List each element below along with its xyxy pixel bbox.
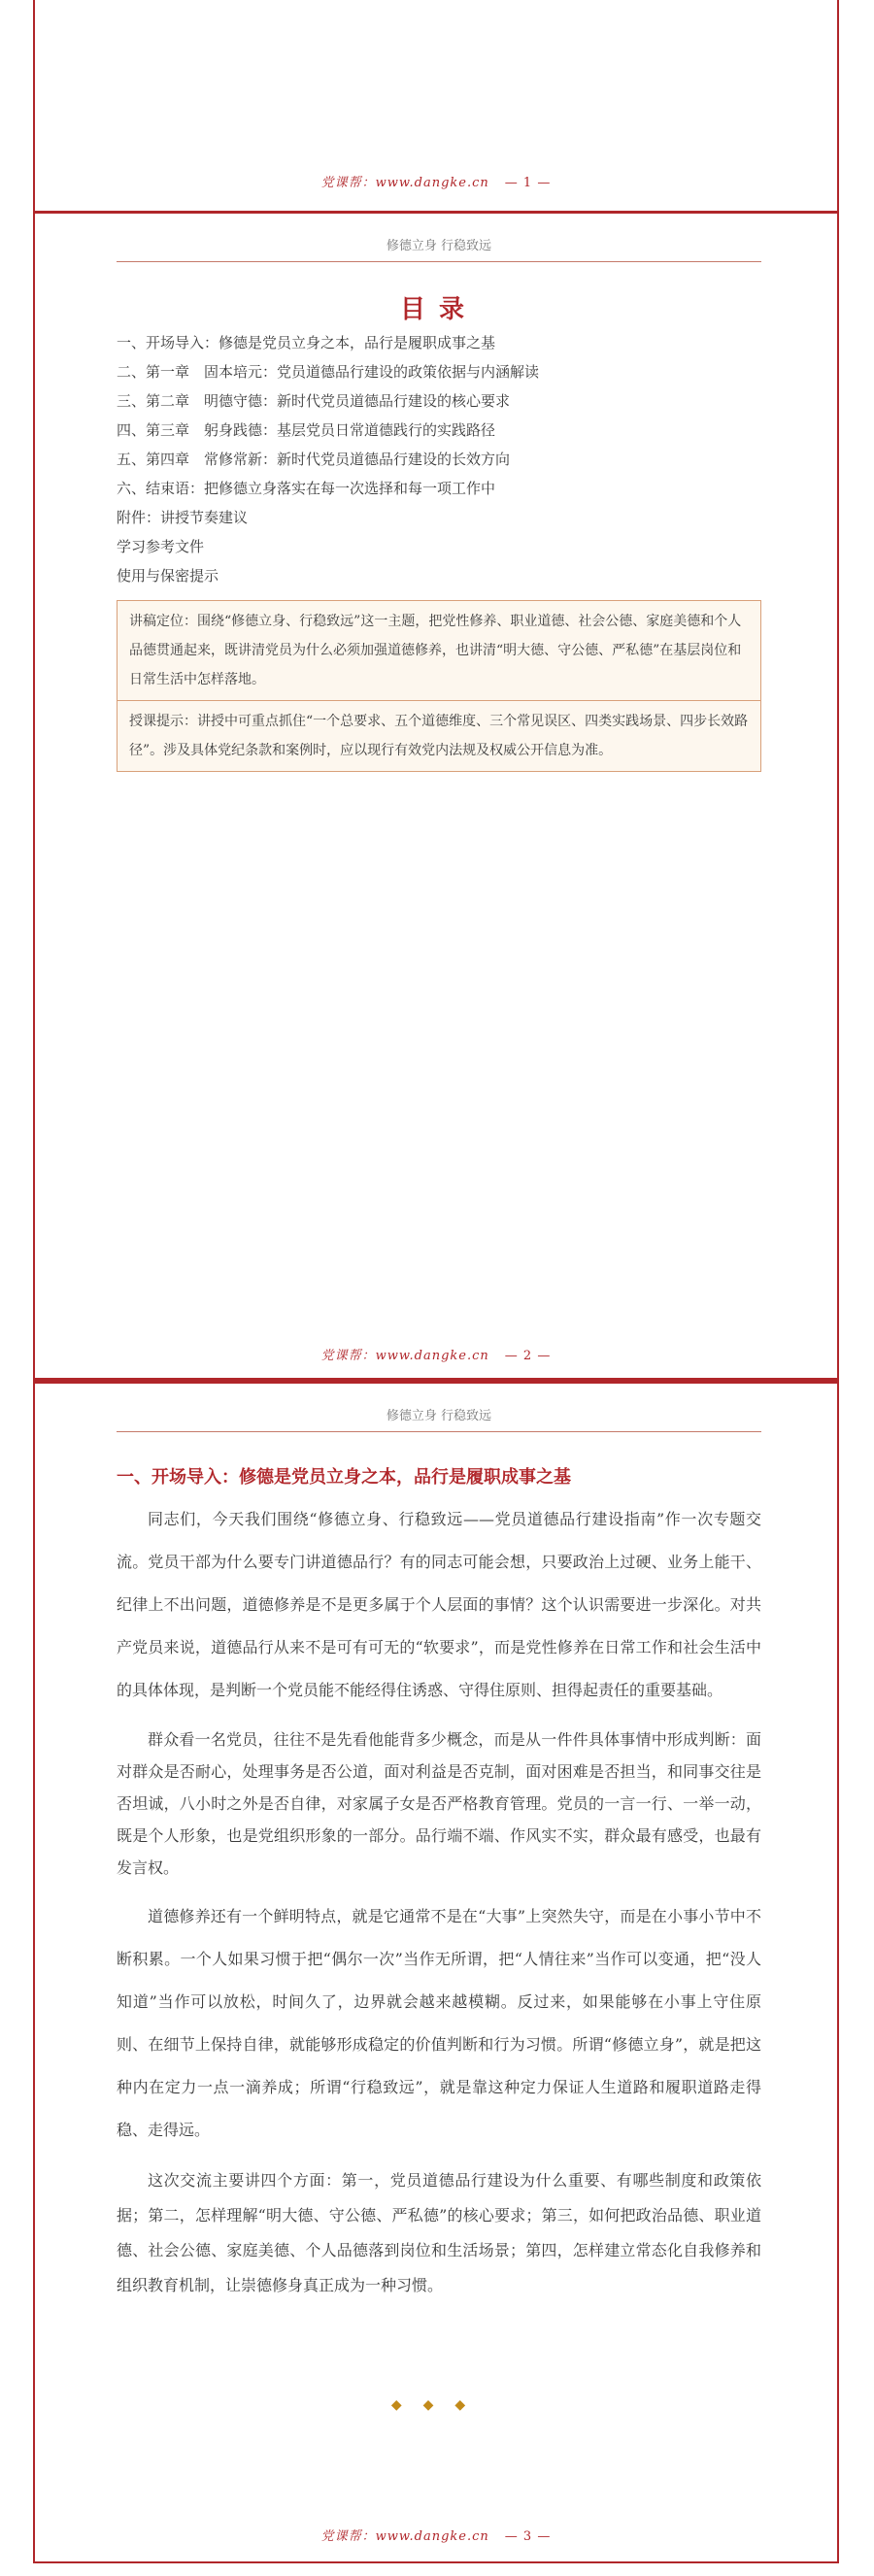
positioning-note: 讲稿定位：围绕“修德立身、行稳致远”这一主题，把党性修养、职业道德、社会公德、家庭美德和个人品德贯通起来，既讲清党员为什么必须加强道德修养，也讲清“明大德、守公德、严私德”在基层岗位和日常生活中怎样落地。 xyxy=(129,614,742,687)
section-heading: 一、开场导入：修德是党员立身之本，品行是履职成事之基 xyxy=(117,1467,571,1488)
body-paragraph: 同志们，今天我们围绕“修德立身、行稳致远——党员道德品行建设指南”作一次专题交流。党员干部为什么要专门讲道德品行？有的同志可能会想，只要政治上过硬、业务上能干、纪律上不出问题，道德修养是不是更多属于个人层面的事情？这个认识需要进一步深化。对共产党员来说，道德品行从来不是可有可无的“软要求”，而是党性修养在日常工作和社会生活中的具体体现，是判断一个党员能不能经得住诱惑、守得住原则、担得起责任的重要基础。 xyxy=(117,1510,761,1699)
toc-title: 目录 xyxy=(399,295,478,324)
page-footer xyxy=(35,1345,837,1363)
body-paragraph: 群众看一名党员，往往不是先看他能背多少概念，而是从一件件具体事情中形成判断：面对群众是否耐心，处理事务是否公道，面对利益是否克制，面对困难是否担当，和同事交往是否坦诚，八小时之外是否自律，对家属子女是否严格教育管理。党员的一言一行、一举一动，既是个人形象，也是党组织形象的一部分。品行端不端、作风实不实，群众最有感受，也最有发言权。 xyxy=(117,1730,761,1877)
footer-page-number: — 1 — xyxy=(504,176,552,190)
section-body xyxy=(117,1498,761,2315)
page-1 xyxy=(33,0,839,215)
toc-item[interactable]: 学习参考文件 xyxy=(117,538,205,555)
toc-item[interactable]: 一、开场导入：修德是党员立身之本，品行是履职成事之基 xyxy=(117,334,496,351)
toc-list xyxy=(117,328,761,590)
toc-item[interactable]: 五、第四章 常修常新：新时代党员道德品行建设的长效方向 xyxy=(117,451,511,468)
page-2 xyxy=(33,211,839,1381)
footer-site[interactable]: 党课帮：www.dangke.cn xyxy=(320,1349,489,1363)
body-paragraph: 这次交流主要讲四个方面：第一，党员道德品行建设为什么重要、有哪些制度和政策依据；第二，怎样理解“明大德、守公德、严私德”的核心要求；第三，如何把政治品德、职业道德、社会公德、家庭美德、个人品德落到岗位和生活场景；第四，怎样建立常态化自我修养和组织教育机制，让崇德修身真正成为一种习惯。 xyxy=(117,2171,761,2294)
toc-item[interactable]: 使用与保密提示 xyxy=(117,567,219,585)
teaching-tip-note: 授课提示：讲授中可重点抓住“一个总要求、五个道德维度、三个常见误区、四类实践场景、四步长效路径”。涉及具体党纪条款和案例时，应以现行有效党内法规及权威公开信息为准。 xyxy=(118,700,760,771)
footer-site[interactable]: 党课帮：www.dangke.cn xyxy=(320,2529,489,2544)
body-paragraph: 道德修养还有一个鲜明特点，就是它通常不是在“大事”上突然失守，而是在小事小节中不断积累。一个人如果习惯于把“偶尔一次”当作无所谓，把“人情往来”当作可以变通，把“没人知道”当作可以放松，时间久了，边界就会越来越模糊。反过来，如果能够在小事上守住原则、在细节上保持自律，就能够形成稳定的价值判断和行为习惯。所谓“修德立身”，就是把这种内在定力一点一滴养成；所谓“行稳致远”，就是靠这种定力保证人生道路和履职道路走得稳、走得远。 xyxy=(117,1907,761,2139)
page-footer xyxy=(35,2526,837,2544)
page-footer xyxy=(35,172,837,190)
footer-page-number: — 2 — xyxy=(504,1349,552,1363)
note-box xyxy=(117,600,761,772)
page-3 xyxy=(33,1381,839,2563)
toc-item[interactable]: 附件：讲授节奏建议 xyxy=(117,509,249,526)
toc-item[interactable]: 二、第一章 固本培元：党员道德品行建设的政策依据与内涵解读 xyxy=(117,363,540,381)
page-header: 修德立身 行稳致远 xyxy=(117,1405,761,1432)
toc-item[interactable]: 六、结束语：把修德立身落实在每一次选择和每一项工作中 xyxy=(117,480,496,497)
footer-site[interactable]: 党课帮：www.dangke.cn xyxy=(320,176,489,190)
page-header: 修德立身 行稳致远 xyxy=(117,235,761,262)
toc-item[interactable]: 四、第三章 躬身践德：基层党员日常道德践行的实践路径 xyxy=(117,421,496,439)
section-divider-ornament: ◆◆◆ xyxy=(390,2397,487,2413)
footer-page-number: — 3 — xyxy=(504,2529,552,2544)
toc-item[interactable]: 三、第二章 明德守德：新时代党员道德品行建设的核心要求 xyxy=(117,392,511,410)
